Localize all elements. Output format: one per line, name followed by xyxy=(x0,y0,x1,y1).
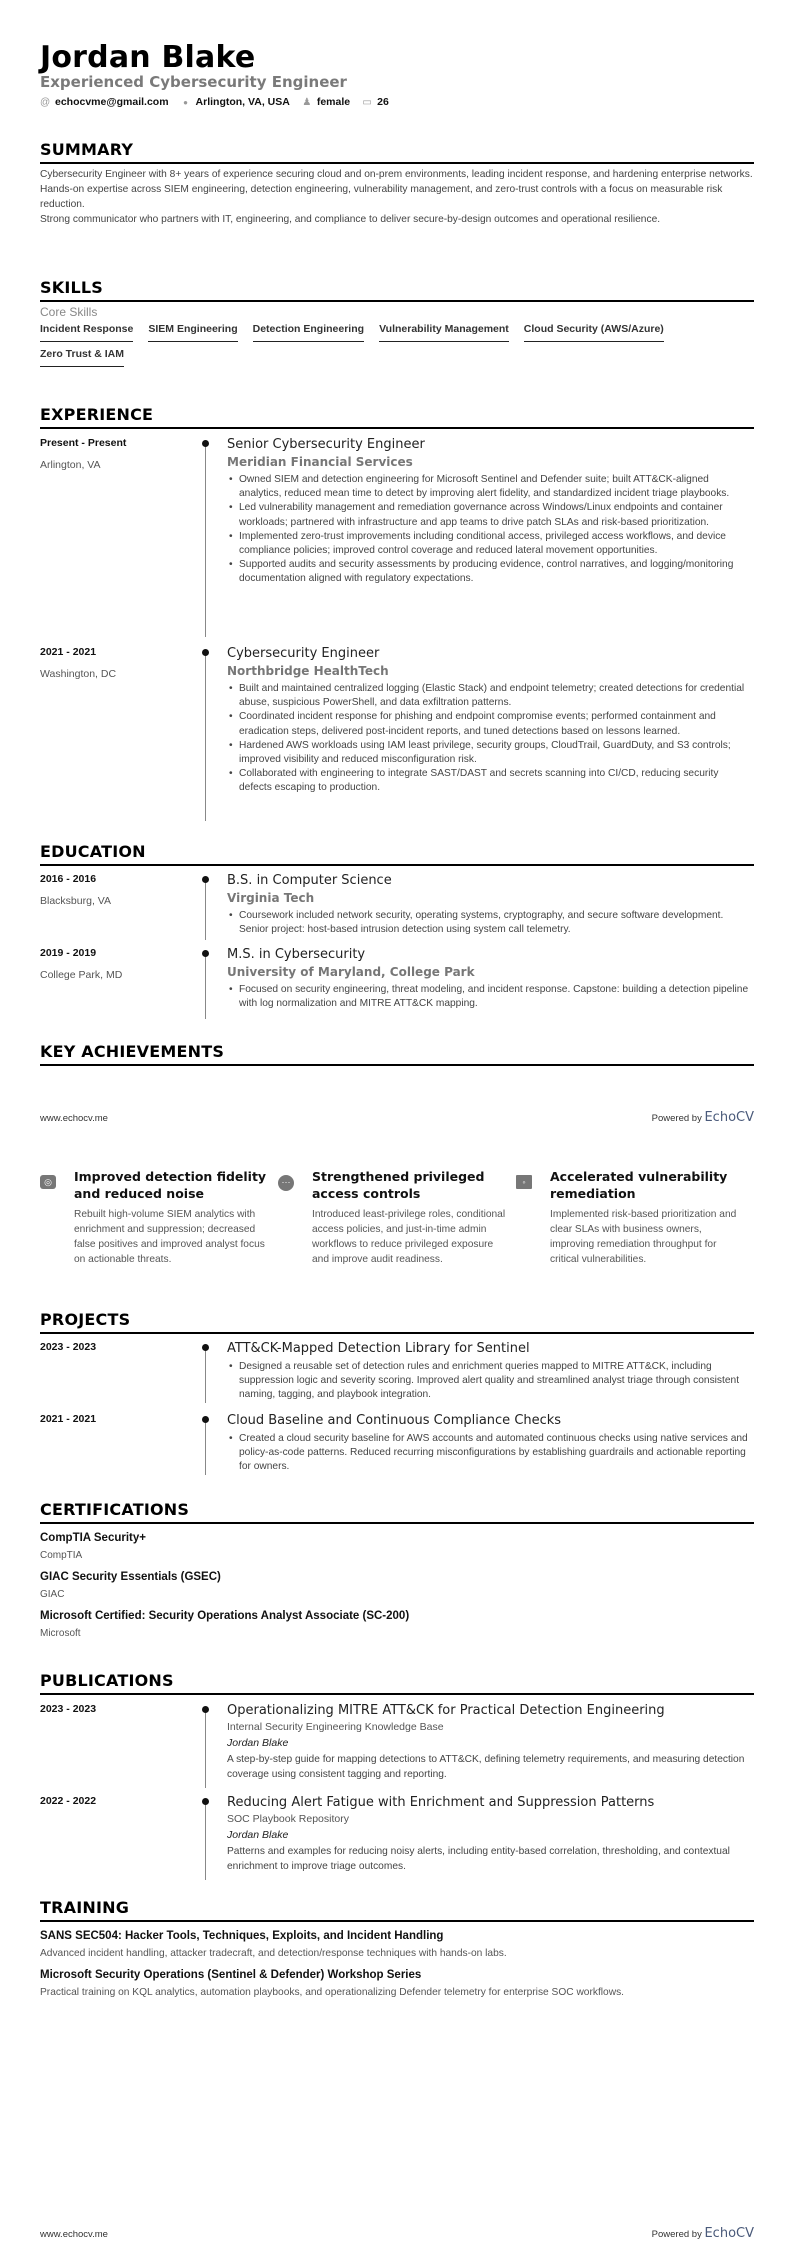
bullet: • Owned SIEM and detection engineering for Microsoft Sentinel and Defender suite; built ATT&CK-aligned analytics, reduced mean time to detect by improving alert fidelity, and standardized incident triage playbooks. xyxy=(227,473,754,501)
achievement-item xyxy=(278,1168,516,1267)
entry-date: 2016 - 2016 xyxy=(40,873,97,885)
entry-date: Present - Present xyxy=(40,437,127,449)
entry-date: 2022 - 2022 xyxy=(40,1795,97,1807)
project-title: ATT&CK-Mapped Detection Library for Sentinel xyxy=(227,1341,530,1356)
money-icon: ◦ xyxy=(516,1175,532,1189)
experience-entry xyxy=(40,646,754,821)
candidate-name: Jordan Blake xyxy=(40,40,256,75)
contact-info xyxy=(40,96,389,108)
powered-by-label: Powered by xyxy=(651,1113,702,1124)
training-desc: Advanced incident handling, attacker tradecraft, and detection/response techniques with hands-on labs. xyxy=(40,1948,507,1959)
education-entry xyxy=(40,947,754,1019)
skill-tag: SIEM Engineering xyxy=(148,323,237,342)
experience-entry xyxy=(40,437,754,637)
degree: M.S. in Cybersecurity xyxy=(227,947,366,962)
timeline-dot xyxy=(202,1344,209,1351)
school-name: Virginia Tech xyxy=(227,891,315,905)
camera-icon: ◎ xyxy=(40,1175,56,1189)
entry-date: 2023 - 2023 xyxy=(40,1703,97,1715)
timeline-rail xyxy=(205,1418,206,1475)
job-title: Senior Cybersecurity Engineer xyxy=(227,437,425,452)
training-name: Microsoft Security Operations (Sentinel & Defender) Workshop Series xyxy=(40,1969,422,1981)
timeline-dot xyxy=(202,1798,209,1805)
at-icon: @ xyxy=(40,96,51,108)
section-title-training: TRAINING xyxy=(40,1898,754,1922)
certification-item xyxy=(40,1610,754,1639)
achievement-desc: Rebuilt high-volume SIEM analytics with enrichment and suppression; decreased false positives and improved analyst focus on actionable threats. xyxy=(74,1209,265,1265)
summary-text xyxy=(40,167,754,227)
section-title-education: EDUCATION xyxy=(40,842,754,866)
email-value[interactable]: echocvme@gmail.com xyxy=(55,96,169,108)
certification-item xyxy=(40,1532,754,1561)
bullet: • Led vulnerability management and remediation governance across Windows/Linux endpoints and container workloads; partnered with infrastructure and app teams to drive patch SLAs and risk-based prioritization. xyxy=(227,501,754,529)
bullet: • Coordinated incident response for phishing and endpoint compromise events; performed containment and eradication steps, delivered post-incident reports, and tuned detections based on lessons learned. xyxy=(227,710,754,738)
skills-list xyxy=(40,323,740,367)
publication-desc: A step-by-step guide for mapping detections to ATT&CK, defining telemetry requirements, and measuring detection coverage using consistent tagging and reporting. xyxy=(227,1754,745,1780)
skill-tag: Zero Trust & IAM xyxy=(40,348,124,367)
achievement-title: Strengthened privileged access controls xyxy=(312,1169,485,1201)
calendar-icon: ▭ xyxy=(362,96,372,108)
skill-tag: Detection Engineering xyxy=(253,323,364,342)
bullet: • Coursework included network security, operating systems, cryptography, and secure software development. Senior project: host-based intrusion detection using system call telemetry. xyxy=(227,909,754,937)
publication-title: Operationalizing MITRE ATT&CK for Practical Detection Engineering xyxy=(227,1703,665,1718)
powered-by-label: Powered by xyxy=(651,2229,702,2240)
timeline-dot xyxy=(202,1416,209,1423)
bullet: • Designed a reusable set of detection rules and enrichment queries mapped to MITRE ATT&CK, including suppression logic and severity scoring. Improved alert quality and streamlined analyst triage through consistent naming, tagging, and playbook integration. xyxy=(227,1360,754,1403)
timeline-dot xyxy=(202,950,209,957)
entry-location: College Park, MD xyxy=(40,969,123,981)
achievements-list xyxy=(40,1168,754,1267)
timeline-rail xyxy=(205,1708,206,1788)
skill-tag: Vulnerability Management xyxy=(379,323,509,342)
more-dots-icon: ··· xyxy=(278,1175,294,1191)
contact-gender xyxy=(302,96,350,108)
section-title-skills: SKILLS xyxy=(40,278,754,302)
powered-by[interactable] xyxy=(652,2226,754,2241)
entry-date: 2021 - 2021 xyxy=(40,646,97,658)
candidate-title: Experienced Cybersecurity Engineer xyxy=(40,73,347,91)
cert-name: CompTIA Security+ xyxy=(40,1532,146,1544)
summary-line: Hands-on expertise across SIEM engineering, detection engineering, vulnerability management, and zero-trust controls with a focus on measurable risk reduction. xyxy=(40,184,723,210)
brand-logo: EchoCV xyxy=(704,2226,754,2241)
project-title: Cloud Baseline and Continuous Compliance Checks xyxy=(227,1413,562,1428)
publication-author: Jordan Blake xyxy=(227,1829,289,1841)
bullet: • Created a cloud security baseline for AWS accounts and automated continuous checks using native services and policy-as-code patterns. Reduced recurring misconfigurations by establishing guardrails and actionable reporting for owners. xyxy=(227,1432,754,1475)
degree: B.S. in Computer Science xyxy=(227,873,392,888)
brand-logo: EchoCV xyxy=(704,1110,754,1125)
summary-line: Cybersecurity Engineer with 8+ years of experience securing cloud and on-prem environments, leading incident response, and hardening enterprise networks. xyxy=(40,169,753,180)
page-footer xyxy=(40,2226,754,2241)
section-title-publications: PUBLICATIONS xyxy=(40,1671,754,1695)
location-pin-icon: ● xyxy=(183,97,188,107)
cert-issuer: GIAC xyxy=(40,1589,65,1600)
timeline-rail xyxy=(205,952,206,1019)
bullet: • Focused on security engineering, threat modeling, and incident response. Capstone: building a detection pipeline with log normalization and MITRE ATT&CK mapping. xyxy=(227,983,754,1011)
publication-entry xyxy=(40,1703,754,1788)
company-name: Northbridge HealthTech xyxy=(227,664,389,678)
achievement-title: Accelerated vulnerability remediation xyxy=(550,1169,728,1201)
bullet: • Built and maintained centralized logging (Elastic Stack) and endpoint telemetry; created detections for credential abuse, suspicious PowerShell, and data exfiltration patterns. xyxy=(227,682,754,710)
entry-location: Arlington, VA xyxy=(40,459,101,471)
school-name: University of Maryland, College Park xyxy=(227,965,475,979)
gender-value: female xyxy=(316,96,351,108)
training-name: SANS SEC504: Hacker Tools, Techniques, Exploits, and Incident Handling xyxy=(40,1930,444,1942)
person-icon: ♟ xyxy=(302,96,312,108)
project-entry xyxy=(40,1413,754,1475)
contact-age xyxy=(362,96,389,108)
publication-venue: Internal Security Engineering Knowledge Base xyxy=(227,1721,444,1733)
timeline-dot xyxy=(202,649,209,656)
job-title: Cybersecurity Engineer xyxy=(227,646,380,661)
publication-title: Reducing Alert Fatigue with Enrichment and Suppression Patterns xyxy=(227,1795,655,1810)
timeline-rail xyxy=(205,651,206,821)
skill-tag: Incident Response xyxy=(40,323,133,342)
skills-group-label: Core Skills xyxy=(40,305,98,319)
timeline-rail xyxy=(205,1800,206,1880)
bullet: • Collaborated with engineering to integrate SAST/DAST and secrets scanning into CI/CD, reducing security defects escaping to production. xyxy=(227,767,754,795)
powered-by[interactable] xyxy=(652,1110,754,1125)
timeline-rail xyxy=(205,878,206,940)
achievement-item xyxy=(516,1168,754,1267)
location-value: Arlington, VA, USA xyxy=(195,96,290,108)
footer-url[interactable]: www.echocv.me xyxy=(40,2229,108,2240)
section-title-projects: PROJECTS xyxy=(40,1310,754,1334)
age-value: 26 xyxy=(377,96,389,108)
bullet: • Implemented zero-trust improvements including conditional access, privileged access workflows, and device compliance policies; improved control coverage and reduced lateral movement opportunities. xyxy=(227,530,754,558)
bullet: • Hardened AWS workloads using IAM least privilege, security groups, CloudTrail, GuardDuty, and S3 controls; improved visibility and reduced misconfiguration risk. xyxy=(227,739,754,767)
entry-location: Blacksburg, VA xyxy=(40,895,112,907)
contact-location xyxy=(181,96,290,108)
entry-location: Washington, DC xyxy=(40,668,117,680)
section-title-summary: SUMMARY xyxy=(40,140,754,164)
training-item xyxy=(40,1969,754,1998)
summary-line: Strong communicator who partners with IT, engineering, and compliance to deliver secure-by-design outcomes and operational resilience. xyxy=(40,214,661,225)
cert-name: GIAC Security Essentials (GSEC) xyxy=(40,1571,221,1583)
entry-date: 2019 - 2019 xyxy=(40,947,97,959)
page-footer xyxy=(40,1110,754,1125)
timeline-rail xyxy=(205,1346,206,1403)
achievement-title: Improved detection fidelity and reduced noise xyxy=(74,1169,267,1201)
section-title-experience: EXPERIENCE xyxy=(40,405,754,429)
cert-issuer: Microsoft xyxy=(40,1628,81,1639)
entry-date: 2021 - 2021 xyxy=(40,1413,97,1425)
training-item xyxy=(40,1930,754,1959)
company-name: Meridian Financial Services xyxy=(227,455,413,469)
entry-date: 2023 - 2023 xyxy=(40,1341,97,1353)
publication-entry xyxy=(40,1795,754,1880)
timeline-dot xyxy=(202,440,209,447)
contact-email[interactable] xyxy=(40,96,169,108)
timeline-dot xyxy=(202,1706,209,1713)
section-title-certifications: CERTIFICATIONS xyxy=(40,1500,754,1524)
project-entry xyxy=(40,1341,754,1403)
timeline-dot xyxy=(202,876,209,883)
cert-name: Microsoft Certified: Security Operations Analyst Associate (SC-200) xyxy=(40,1610,410,1622)
publication-author: Jordan Blake xyxy=(227,1737,289,1749)
timeline-rail xyxy=(205,442,206,637)
publication-desc: Patterns and examples for reducing noisy alerts, including entity-based correlation, thresholding, and contextual enrichment to improve triage outcomes. xyxy=(227,1846,730,1872)
achievement-desc: Introduced least-privilege roles, conditional access policies, and just-in-time admin workflows to reduce privileged exposure and improve audit readiness. xyxy=(312,1209,506,1265)
achievement-desc: Implemented risk-based prioritization and clear SLAs with business owners, improving remediation throughput for critical vulnerabilities. xyxy=(550,1209,737,1265)
publication-venue: SOC Playbook Repository xyxy=(227,1813,349,1825)
certification-item xyxy=(40,1571,754,1600)
section-title-achievements: KEY ACHIEVEMENTS xyxy=(40,1042,754,1066)
education-entry xyxy=(40,873,754,940)
footer-url[interactable]: www.echocv.me xyxy=(40,1113,108,1124)
cert-issuer: CompTIA xyxy=(40,1550,83,1561)
achievement-item xyxy=(40,1168,278,1267)
bullet: • Supported audits and security assessments by producing evidence, control narratives, and logging/monitoring documentation aligned with regulatory expectations. xyxy=(227,558,754,586)
skill-tag: Cloud Security (AWS/Azure) xyxy=(524,323,664,342)
training-desc: Practical training on KQL analytics, automation playbooks, and operationalizing Defender telemetry for enterprise SOC workflows. xyxy=(40,1987,624,1998)
